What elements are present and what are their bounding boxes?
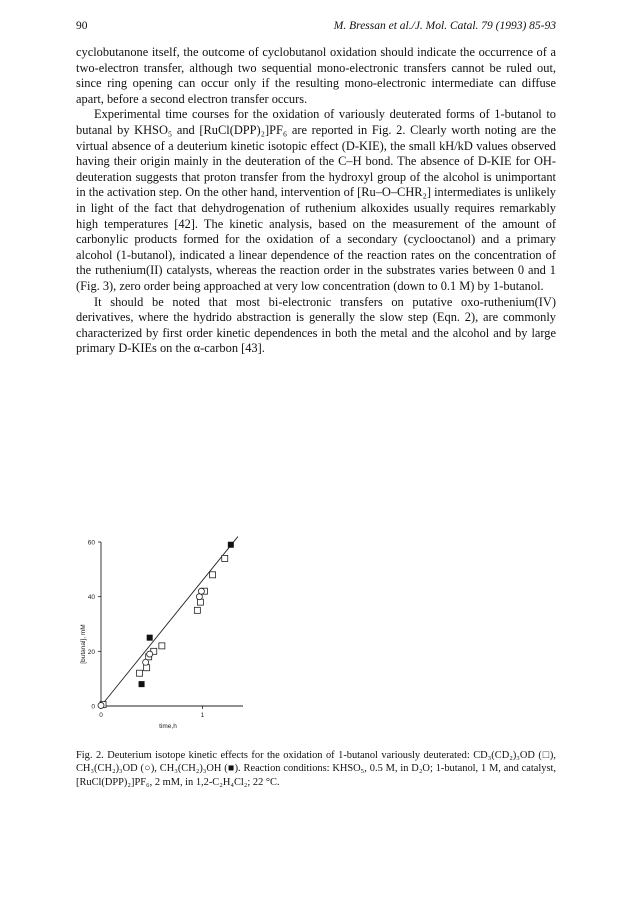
paragraph-1: cyclobutanone itself, the outcome of cyclobutanol oxidation should indicate the occurrence of a two-electron transfer, although two sequential mono-electronic transfers cannot be ruled out, since ring opening can occur only if the resulting mono-electronic intermediate can diffuse apart, before a second electron transfer occurs.: [76, 45, 556, 106]
body-text: [76, 45, 556, 357]
data-point-open-square: [222, 555, 228, 561]
paragraph-2: Experimental time courses for the oxidation of variously deuterated forms of 1-butanol to butanal by KHSO₅ and [RuCl(DPP)₂]PF₆ are reported in Fig. 2. Clearly worth noting are the virtual absence of a deuterium kinetic isotopic effect (D-KIE), the small kH/kD values observed having their origin mainly in the deuteration of the C–H bond. The absence of D-KIE for OH-deuteration suggests that proton transfer from the hydroxyl group of the alcohol is unimportant in the activation step. On the other hand, intervention of [Ru–O–CHR₂] intermediates is unlikely in light of the fact that dehydrogenation of ruthenium alkoxides usually requires remarkably high temperatures [42]. The kinetic analysis, based on the measurement of the amount of carbonylic products formed for the oxidation of a secondary (cyclooctanol) and a primary alcohol (1-butanol), indicated a linear dependence of the reaction rates on the concentration of the ruthenium(II) catalysts, whereas the reaction order in the substrates varies between 0 and 1 (Fig. 3), zero order being approached at very low concentration (down to 0.1 M) by 1-butanol.: [76, 107, 556, 293]
y-tick-label: 60: [87, 539, 95, 547]
data-point-filled-square: [139, 681, 145, 687]
data-point-open-square: [159, 643, 165, 649]
fit-line: [101, 537, 238, 706]
x-tick-label: 0: [99, 712, 103, 719]
page-header: [76, 20, 556, 36]
y-tick-label: 0: [91, 703, 95, 711]
data-point-open-square: [210, 572, 216, 578]
data-point-open-circle: [198, 588, 204, 594]
y-tick-label: 20: [87, 648, 95, 656]
data-point-open-circle: [143, 659, 149, 665]
running-title: M. Bressan et al./J. Mol. Catal. 79 (1993) 85-93: [333, 20, 556, 32]
data-point-open-square: [194, 607, 200, 613]
x-axis-label: time,h: [159, 723, 177, 730]
data-point-filled-square: [228, 542, 234, 548]
data-point-open-square: [144, 665, 150, 671]
kinetics-chart: [76, 528, 556, 738]
x-tick-label: 1: [200, 712, 205, 719]
data-point-open-circle: [147, 651, 153, 657]
y-tick-label: 40: [87, 594, 95, 602]
data-point-open-circle: [98, 702, 104, 708]
data-point-open-square: [197, 599, 203, 605]
paragraph-3: It should be noted that most bi-electronic transfers on putative oxo-ruthenium(IV) derivatives, where the hydrido abstraction is generally the slow step (Eqn. 2), are commonly characterized by first order kinetic dependences in both the metal and the alcohol and by large primary D-KIEs on the α-carbon [43].: [76, 294, 556, 356]
data-point-filled-square: [147, 635, 153, 641]
data-point-open-square: [137, 670, 143, 676]
y-axis-label: [butanal], mM: [80, 624, 87, 664]
page-number: 90: [76, 20, 88, 32]
figure-2: [76, 528, 556, 738]
figure-caption: Fig. 2. Deuterium isotope kinetic effects for the oxidation of 1-butanol variously deuterated: CD₃(CD₂)₃OD (□), CH₃(CH₂)₃OD (○), CH₃(CH₂)₃OH (■). Reaction conditions: KHSO₅, 0.5 M, in D₂O; 1-butanol, 1 M, and catalyst, [RuCl(DPP)₂]PF₆, 2 mM, in 1,2-C₂H₄Cl₂; 22 °C.: [76, 750, 556, 788]
